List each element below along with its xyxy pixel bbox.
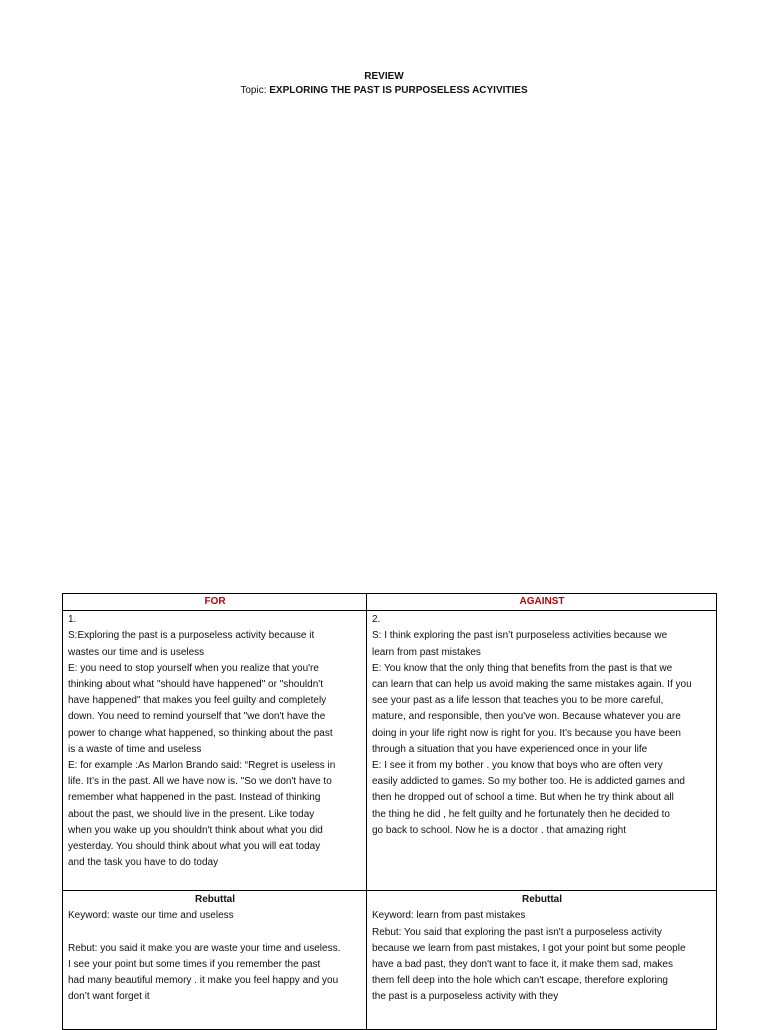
table-header-row [63, 594, 717, 611]
for-argument-line: life. It’s in the past. All we have now is. "So we don't have to [68, 776, 332, 788]
for-rebuttal-line: I see your point but some times if you remember the past [68, 959, 321, 970]
document-title: REVIEW [364, 71, 404, 82]
against-argument-line: go back to school. Now he is a doctor . that amazing right [372, 824, 627, 836]
for-rebuttal-title: Rebuttal [195, 894, 235, 906]
topic-line [0, 84, 768, 98]
against-rebuttal-line: the past is a purposeless activity with they [372, 991, 559, 1003]
for-argument-line: E: for example :As Marlon Brando said: “Regret is useless in [68, 760, 336, 772]
for-rebuttal-line: Rebut: you said it make you are waste your time and useless. [68, 942, 341, 954]
debate-table [62, 593, 717, 1030]
against-argument-line: then he dropped out of school a time. But when he try think about all [372, 792, 674, 804]
against-rebuttal-line: Rebut: You said that exploring the past isn't a purposeless activity [372, 926, 662, 938]
column-header-against: AGAINST [367, 594, 717, 611]
for-argument-line: E: you need to stop yourself when you realize that you're [68, 662, 319, 674]
against-argument-line: easily addicted to games. So my bother too. He is addicted games and [372, 776, 685, 788]
for-rebuttal-line: don’t want forget it [68, 991, 150, 1003]
for-argument-line: about the past, we should live in the present. Like today [68, 808, 315, 820]
for-argument-line: when you wake up you shouldn't think about what you did [68, 824, 323, 836]
against-argument-line: S: I think exploring the past isn’t purposeless activities because we [372, 630, 668, 642]
for-argument-line: remember what happened in the past. Instead of thinking [68, 792, 321, 804]
against-rebuttal-line: them fell deep into the hole which can't escape, therefore exploring [372, 975, 668, 987]
for-argument-cell [63, 611, 367, 891]
against-argument-cell [367, 611, 717, 891]
against-argument-line: E: You know that the only thing that benefits from the past is that we [372, 662, 673, 674]
against-argument-line: 2. [372, 614, 381, 626]
for-argument-line: is a waste of time and useless [68, 743, 202, 755]
arguments-row [63, 611, 717, 891]
against-rebuttal-keyword: Keyword: learn from past mistakes [372, 910, 526, 922]
topic-label: Topic: [240, 85, 270, 96]
against-argument-line: doing in your life right now is right for you. It’s because you have been [372, 727, 681, 739]
for-argument-line: and the task you have to do today [68, 857, 219, 869]
document-header [0, 70, 768, 98]
for-argument-line: have happened" that makes you feel guilty and completely [68, 695, 327, 707]
spacer [68, 925, 362, 941]
for-argument-line: 1. [68, 614, 77, 626]
for-rebuttal-cell [63, 891, 367, 1030]
topic-value: EXPLORING THE PAST IS PURPOSELESS ACYIVITIES [269, 85, 528, 96]
for-rebuttal-keyword: Keyword: waste our time and useless [68, 910, 234, 922]
against-rebuttal-title: Rebuttal [522, 894, 562, 906]
against-argument-line: through a situation that you have experienced once in your life [372, 743, 648, 755]
for-argument-line: thinking about what "should have happened" or "shouldn't [68, 679, 323, 691]
rebuttal-row [63, 891, 717, 1030]
for-argument-line: down. You need to remind yourself that "we don't have the [68, 711, 326, 723]
against-argument-line: can learn that can help us avoid making the same mistakes again. If you [372, 679, 692, 691]
for-argument-line: yesterday. You should think about what you will eat today [68, 841, 321, 853]
for-argument-line: power to change what happened, so thinking about the past [68, 727, 333, 739]
for-rebuttal-line: had many beautiful memory . it make you feel happy and you [68, 975, 339, 987]
against-argument-line: see your past as a life lesson that teaches you to be more careful, [372, 695, 664, 707]
column-header-for: FOR [63, 594, 367, 611]
for-argument-line: S:Exploring the past is a purposeless activity because it [68, 630, 315, 642]
against-rebuttal-cell [367, 891, 717, 1030]
against-rebuttal-line: because we learn from past mistakes, I got your point but some people [372, 942, 686, 954]
against-argument-line: learn from past mistakes [372, 646, 481, 658]
against-argument-line: mature, and responsible, then you've won. Because whatever you are [372, 711, 681, 723]
against-argument-line: E: I see it from my bother . you know that boys who are often very [372, 760, 663, 772]
against-rebuttal-line: have a bad past, they don't want to face it, it make them sad, makes [372, 959, 673, 971]
for-argument-line: wastes our time and is useless [68, 646, 205, 658]
against-argument-line: the thing he did , he felt guilty and he fortunately then he decided to [372, 808, 670, 820]
